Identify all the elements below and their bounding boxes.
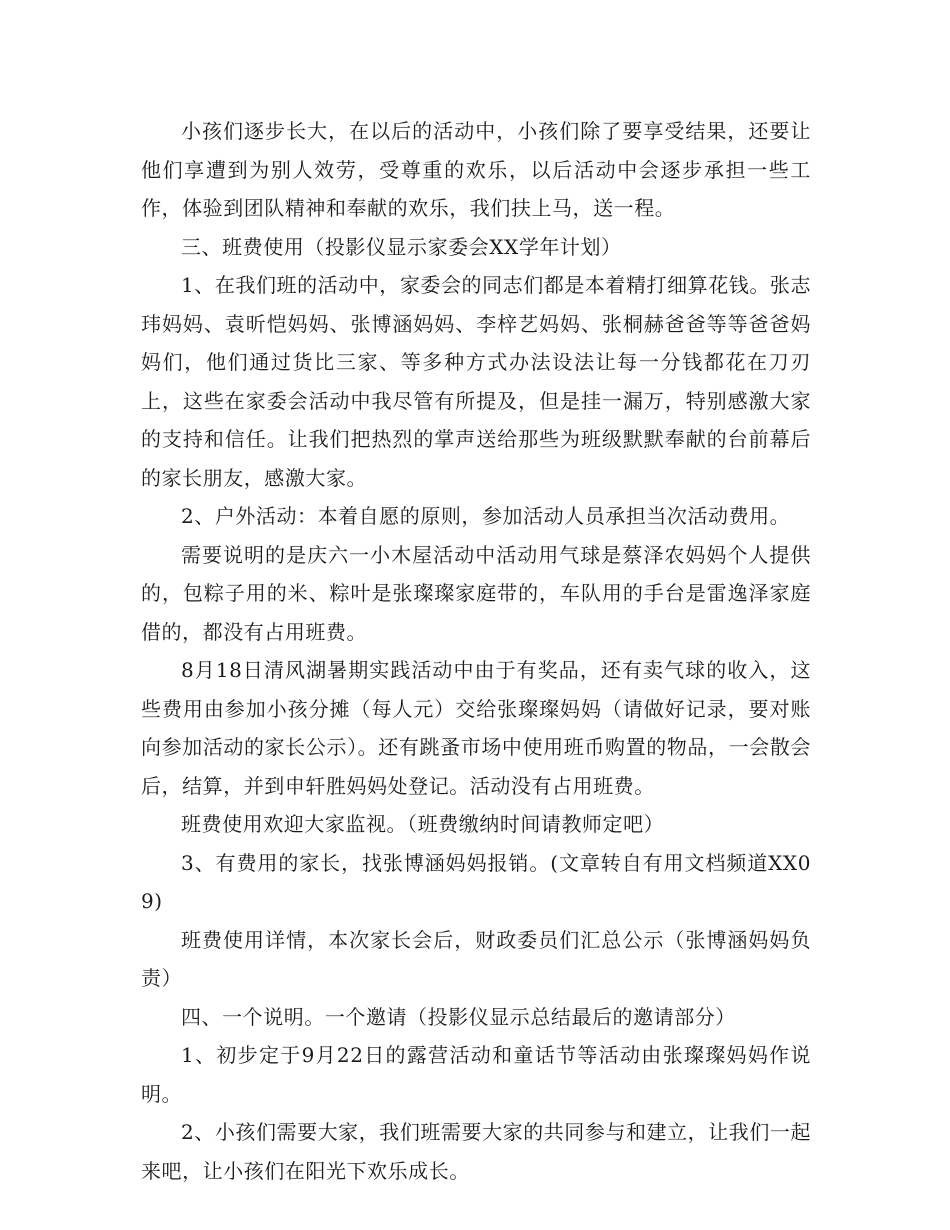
paragraph-committee-thanks: 1、在我们班的活动中，家委会的同志们都是本着精打细算花钱。张志玮妈妈、袁昕恺妈妈、张博涵妈妈、李梓艺妈妈、张桐赫爸爸等等爸爸妈妈们，他们通过货比三家、等多种方式办法设法让每一分钱都花在刀刃上，这些在家委会活动中我尽管有所提及，但是挂一漏万，特别感激大家的支持和信任。让我们把热烈的掌声送给那些为班级默默奉献的台前幕后的家长朋友，感激大家。: [141, 273, 811, 490]
heading-explanation-invitation: 四、一个说明。一个邀请（投影仪显示总结最后的邀请部分）: [181, 1004, 736, 1029]
heading-class-fee-usage: 三、班费使用（投影仪显示家委会XX学年计划）: [181, 234, 622, 259]
paragraph-childrens-day-note: 需要说明的是庆六一小木屋活动中活动用气球是蔡泽农妈妈个人提供的，包粽子用的米、粽叶是张璨璨家庭带的，车队用的手台是雷逸泽家庭借的，都没有占用班费。: [141, 542, 811, 644]
paragraph-outdoor-activities: 2、户外活动：本着自愿的原则，参加活动人员承担当次活动费用。: [181, 504, 791, 528]
paragraph-invitation: 2、小孩们需要大家，我们班需要大家的共同参与和建立，让我们一起来吧，让小孩们在阳光下欢乐成长。: [141, 1120, 811, 1183]
paragraph-supervision: 班费使用欢迎大家监视。（班费缴纳时间请教师定吧）: [181, 812, 665, 836]
paragraph-fee-details: 班费使用详情，本次家长会后，财政委员们汇总公示（张博涵妈妈负责）: [141, 927, 811, 990]
document-body: [141, 112, 811, 1190]
paragraph-children-growth: 小孩们逐步长大，在以后的活动中，小孩们除了要享受结果，还要让他们享遭到为别人效劳，受尊重的欢乐，以后活动中会逐步承担一些工作，体验到团队精神和奉献的欢乐，我们扶上马，送一程。: [141, 119, 811, 220]
paragraph-reimbursement: 3、有费用的家长，找张博涵妈妈报销。(文章转自有用文档频道XX09): [141, 850, 811, 913]
paragraph-august-activity: 8月18日清风湖暑期实践活动中由于有奖品，还有卖气球的收入，这些费用由参加小孩分摊（每人元）交给张璨璨妈妈（请做好记录，要对账向参加活动的家长公示）。还有跳蚤市场中使用班币购置的物品，一会散会后，结算，并到申轩胜妈妈处登记。活动没有占用班费。: [141, 658, 811, 798]
paragraph-camping-activity: 1、初步定于9月22日的露营活动和童话节等活动由张璨璨妈妈作说明。: [141, 1043, 811, 1106]
